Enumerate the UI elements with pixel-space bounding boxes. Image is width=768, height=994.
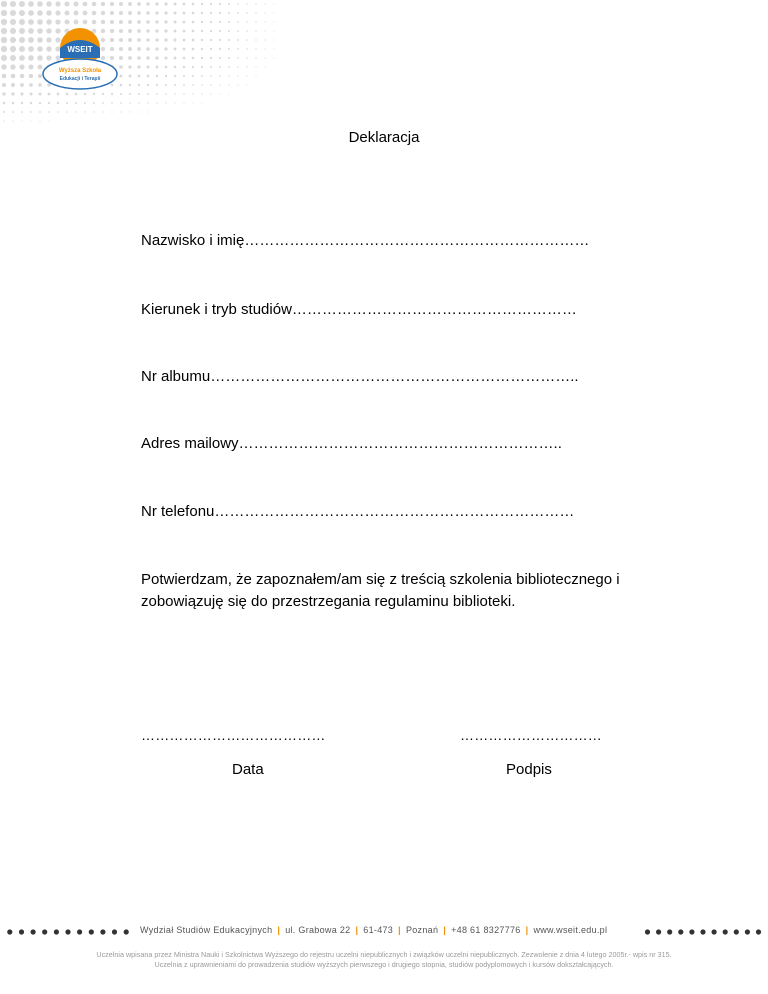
footer-website: www.wseit.edu.pl	[533, 925, 608, 935]
logo-name: WSEIT	[67, 45, 93, 54]
footer-department: Wydział Studiów Edukacyjnych	[140, 925, 273, 935]
signature-dots: …………………………	[460, 727, 602, 743]
footer-postcode: 61-473	[363, 925, 394, 935]
field-label: Nr albumu	[141, 368, 211, 385]
field-dots: ……………………………………………………………	[244, 232, 590, 249]
footer-street: ul. Grabowa 22	[285, 925, 351, 935]
field-album-number	[141, 368, 579, 385]
signature-label: Podpis	[506, 761, 552, 778]
footer-separator: |	[277, 925, 281, 935]
footer-city: Poznań	[405, 925, 439, 935]
field-study-program	[141, 301, 577, 318]
footer-phone: +48 61 8327776	[451, 925, 521, 935]
logo-line2: Edukacji i Terapii	[59, 76, 101, 82]
footer-separator: |	[398, 925, 401, 935]
footer-dots-right	[642, 927, 764, 937]
footer-separator: |	[525, 925, 529, 935]
document-title: Deklaracja	[348, 129, 420, 146]
field-name	[141, 232, 589, 249]
footer-dots-left	[4, 927, 132, 937]
field-label: Kierunek i tryb studiów	[141, 301, 292, 318]
field-dots: ………………………………………………………………	[214, 503, 575, 520]
field-phone	[141, 503, 574, 520]
footer-separator: |	[355, 925, 359, 935]
field-label: Nr telefonu	[141, 503, 215, 520]
logo-line1: Wyższa Szkoła	[58, 68, 102, 74]
statement-text: Potwierdzam, że zapoznałem/am się z treścią szkolenia bibliotecznego i zobowiązuję się do przestrzegania regulaminu biblioteki.	[141, 571, 620, 610]
footer-separator: |	[443, 925, 447, 935]
field-label: Nazwisko i imię	[141, 232, 245, 249]
date-label: Data	[232, 761, 264, 778]
wseit-logo	[40, 22, 120, 94]
footer-legal-line2: Uczelnia z uprawnieniami do prowadzenia studiów wyższych pierwszego i drugiego stopnia, studiów podyplomowych i kursów dokształcających.	[154, 960, 614, 969]
field-label: Adres mailowy	[141, 435, 239, 452]
field-email	[141, 435, 562, 452]
field-dots: ………………………………………………………………..	[210, 368, 579, 385]
field-dots: ………………………………………………………..	[238, 435, 562, 452]
field-dots: …………………………………………………	[291, 301, 577, 318]
footer-contact-line	[140, 925, 607, 935]
footer-legal-line1: Uczelnia wpisana przez Ministra Nauki i Szkolnictwa Wyższego do rejestru uczelni niepublicznych i związków uczelni niepublicznych. Zezwolenie z dnia 4 lutego 2005r.- wpis nr 315.	[96, 950, 672, 959]
date-dots: …………………………………	[141, 727, 326, 743]
